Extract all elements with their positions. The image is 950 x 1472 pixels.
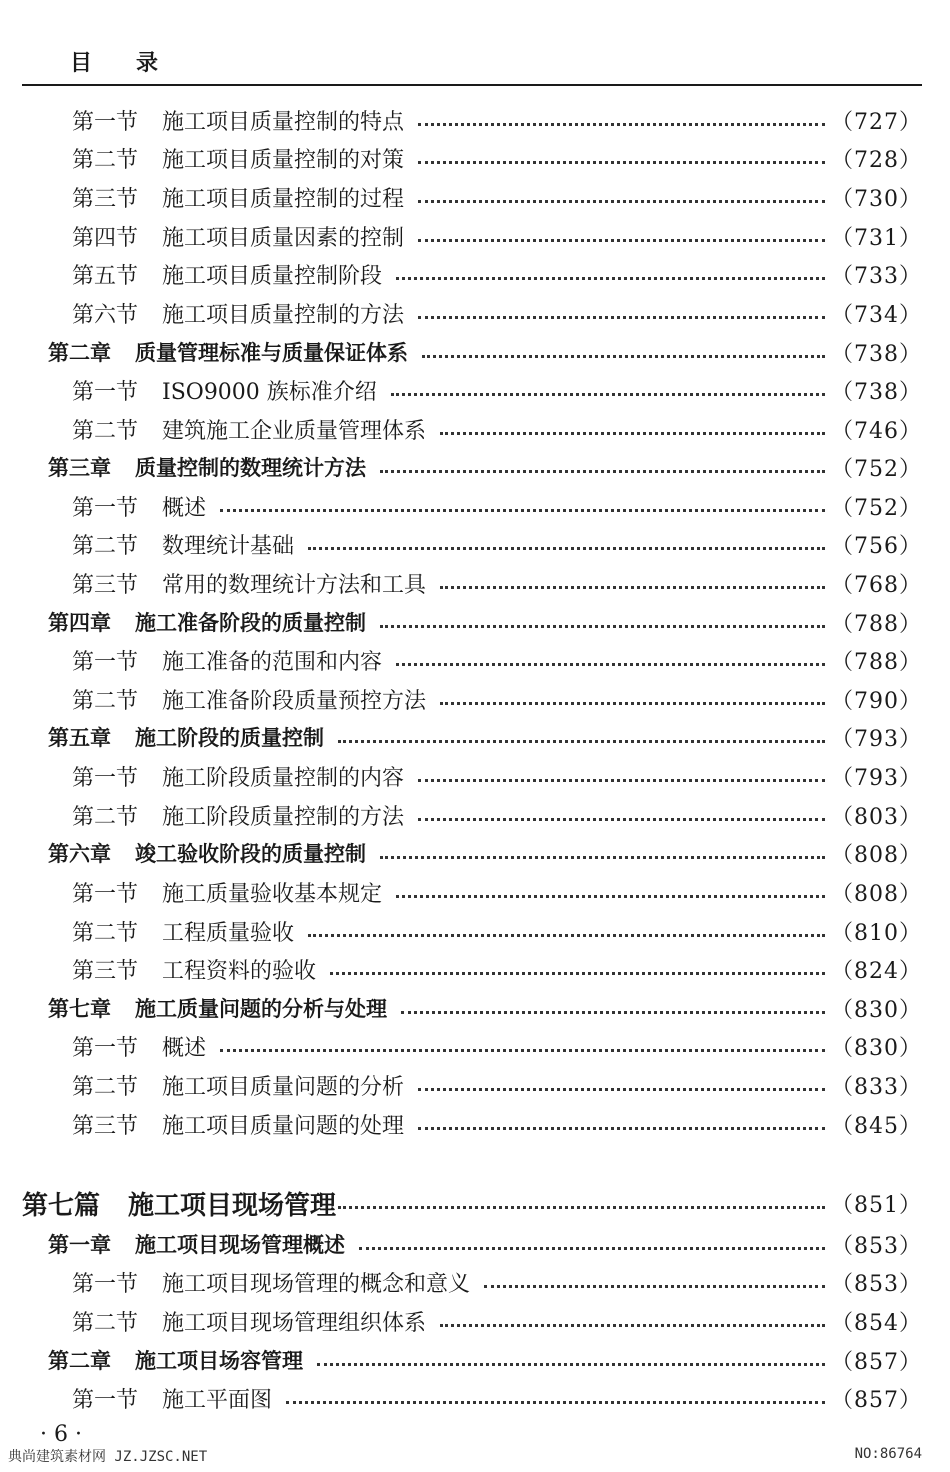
- toc-entry-number: 第二节: [72, 418, 139, 444]
- dot-leader: [359, 1246, 825, 1250]
- toc-entry-title: 工程质量验收: [162, 920, 295, 946]
- dot-leader: [418, 160, 825, 164]
- toc-entry-title: 质量控制的数理统计方法: [135, 456, 366, 480]
- toc-entry-page: （824）: [831, 958, 922, 984]
- dot-leader: [308, 546, 825, 550]
- toc-entry-title: 施工项目质量问题的分析: [162, 1074, 405, 1100]
- dot-leader: [440, 1323, 825, 1327]
- toc-entry-title: 施工项目质量控制阶段: [162, 263, 383, 289]
- toc-entry-page: （830）: [831, 997, 922, 1023]
- toc-entry-heading: [48, 993, 387, 1023]
- dot-leader: [418, 238, 825, 242]
- toc-entry-chapter: [48, 990, 922, 1026]
- toc-entry-number: 第二章: [48, 341, 111, 365]
- toc-entry-section: [72, 681, 922, 717]
- dot-leader: [440, 701, 825, 705]
- toc-entry-number: 第三节: [72, 958, 139, 984]
- toc-entry-title: 数理统计基础: [162, 533, 295, 559]
- toc-entry-number: 第二章: [48, 1349, 111, 1373]
- toc-entry-section: [72, 1067, 922, 1103]
- dot-leader: [418, 778, 825, 782]
- toc-entry-heading: [72, 916, 294, 947]
- page-header: [22, 40, 922, 86]
- toc-entry-title: 施工项目质量问题的处理: [162, 1113, 405, 1139]
- toc-entry-number: 第三章: [48, 456, 111, 480]
- toc-entry-page: （788）: [831, 611, 922, 637]
- toc-entry-page: （851）: [831, 1192, 922, 1218]
- toc-entry-heading: [72, 491, 206, 522]
- toc-entry-heading: [48, 722, 324, 752]
- toc-entry-page: （853）: [831, 1271, 922, 1297]
- toc-entry-heading: [48, 1229, 345, 1259]
- toc-entry-section: [72, 411, 922, 447]
- toc-entry-chapter: [48, 835, 922, 871]
- dot-leader: [418, 122, 825, 126]
- toc-entry-title: 施工项目现场管理的概念和意义: [162, 1271, 471, 1297]
- toc-entry-page: （746）: [831, 418, 922, 444]
- toc-entry-number: 第二节: [72, 688, 139, 714]
- toc-entry-part: [22, 1185, 922, 1221]
- toc-entry-section: [72, 1028, 922, 1064]
- toc-entry-section: [72, 179, 922, 215]
- toc-entry-section: [72, 951, 922, 987]
- toc-entry-heading: [48, 838, 366, 868]
- toc-entry-section: [72, 526, 922, 562]
- toc-entry-page: （790）: [831, 688, 922, 714]
- toc-entry-heading: [72, 684, 426, 715]
- toc-entry-heading: [72, 221, 404, 252]
- toc-entry-page: （788）: [831, 649, 922, 675]
- toc-entry-title: 施工准备阶段质量预控方法: [162, 688, 427, 714]
- toc-entry-section: [72, 913, 922, 949]
- toc-entry-page: （727）: [831, 109, 922, 135]
- toc-entry-heading: [72, 954, 316, 985]
- toc-entry-number: 第一节: [72, 1387, 139, 1413]
- toc-entry-page: （808）: [831, 881, 922, 907]
- toc-entry-page: （731）: [831, 225, 922, 251]
- toc-entry-heading: [72, 105, 404, 136]
- toc-entry-number: 第五章: [48, 726, 111, 750]
- dot-leader: [380, 624, 825, 628]
- dot-leader: [338, 1205, 825, 1209]
- toc-entry-title: 施工阶段的质量控制: [135, 726, 324, 750]
- toc-entry-section: [72, 256, 922, 292]
- dot-leader: [418, 1126, 825, 1130]
- toc-entry-page: （730）: [831, 186, 922, 212]
- toc-entry-section: [72, 218, 922, 254]
- toc-entry-heading: [72, 1109, 404, 1140]
- toc-entry-number: 第七章: [48, 997, 111, 1021]
- toc-entry-page: （808）: [831, 842, 922, 868]
- toc-entry-heading: [72, 761, 404, 792]
- dot-leader: [338, 739, 825, 743]
- dot-leader: [418, 315, 825, 319]
- dot-leader: [396, 276, 825, 280]
- toc-entry-title: 建筑施工企业质量管理体系: [162, 418, 427, 444]
- toc-entry-title: 施工质量验收基本规定: [162, 881, 383, 907]
- toc-entry-page: （857）: [831, 1349, 922, 1375]
- dot-leader: [418, 817, 825, 821]
- toc-entry-title: 施工阶段质量控制的方法: [162, 804, 405, 830]
- toc-entry-number: 第二节: [72, 1074, 139, 1100]
- toc-entry-number: 第一节: [72, 379, 139, 405]
- toc-entry-section: [72, 565, 922, 601]
- toc-entry-section: [72, 102, 922, 138]
- dot-leader: [440, 431, 825, 435]
- toc-entry-heading: [72, 800, 404, 831]
- toc-entry-section: [72, 758, 922, 794]
- toc-entry-page: （845）: [831, 1113, 922, 1139]
- toc-entry-number: 第六节: [72, 302, 139, 328]
- toc-entry-title: 施工项目场容管理: [135, 1349, 303, 1373]
- toc-entry-number: 第一节: [72, 765, 139, 791]
- toc-entry-number: 第二节: [72, 920, 139, 946]
- toc-entry-heading: [72, 1267, 470, 1298]
- toc-entry-page: （733）: [831, 263, 922, 289]
- toc-entry-number: 第六章: [48, 842, 111, 866]
- toc-entry-title: ISO9000 族标准介绍: [162, 379, 377, 405]
- toc-entry-heading: [48, 337, 408, 367]
- toc-entry-section: [72, 1303, 922, 1339]
- toc-entry-heading: [48, 1345, 303, 1375]
- toc-entry-heading: [72, 1306, 426, 1337]
- toc-entry-heading: [72, 298, 404, 329]
- toc-entry-chapter: [48, 1342, 922, 1378]
- toc-entry-page: （853）: [831, 1233, 922, 1259]
- toc-entry-section: [72, 140, 922, 176]
- toc-entry-chapter: [48, 449, 922, 485]
- dot-leader: [308, 933, 825, 937]
- toc-entry-section: [72, 488, 922, 524]
- dot-leader: [418, 199, 825, 203]
- toc-entry-title: 施工项目质量控制的特点: [162, 109, 405, 135]
- toc-entry-number: 第四节: [72, 225, 139, 251]
- toc-entry-number: 第三节: [72, 1113, 139, 1139]
- toc-entry-heading: [72, 1031, 206, 1062]
- toc-entry-section: [72, 642, 922, 678]
- toc-entry-section: [72, 797, 922, 833]
- toc-entry-page: （793）: [831, 765, 922, 791]
- toc-entry-number: 第三节: [72, 572, 139, 598]
- toc-entry-heading: [48, 452, 366, 482]
- toc-entry-page: （728）: [831, 147, 922, 173]
- toc-entry-number: 第二节: [72, 804, 139, 830]
- toc-entry-title: 工程资料的验收: [162, 958, 317, 984]
- toc-entry-number: 第一节: [72, 1271, 139, 1297]
- dot-leader: [440, 585, 825, 589]
- toc-entry-title: 施工阶段质量控制的内容: [162, 765, 405, 791]
- toc-entry-title: 施工项目质量控制的对策: [162, 147, 405, 173]
- toc-entry-section: [72, 1380, 922, 1416]
- toc-entry-page: （752）: [831, 456, 922, 482]
- toc-entry-title: 竣工验收阶段的质量控制: [135, 842, 366, 866]
- toc-entry-heading: [72, 877, 382, 908]
- toc-entry-title: 施工项目现场管理概述: [135, 1233, 345, 1257]
- toc-entry-chapter: [48, 604, 922, 640]
- toc-entry-section: [72, 372, 922, 408]
- toc-entry-number: 第三节: [72, 186, 139, 212]
- toc-entry-section: [72, 874, 922, 910]
- toc-entry-page: （833）: [831, 1074, 922, 1100]
- dot-leader: [380, 855, 825, 859]
- toc-entry-number: 第一节: [72, 495, 139, 521]
- toc-entry-title: 施工平面图: [162, 1387, 273, 1413]
- watermark-site: 典尚建筑素材网 JZ.JZSC.NET: [8, 1449, 208, 1465]
- toc-entry-heading: [72, 414, 426, 445]
- toc-entry-heading: [22, 1185, 336, 1222]
- toc-entry-number: 第一节: [72, 1035, 139, 1061]
- toc-entry-page: （857）: [831, 1387, 922, 1413]
- dot-leader: [220, 1048, 825, 1052]
- dot-leader: [317, 1362, 825, 1366]
- toc-entry-number: 第一节: [72, 881, 139, 907]
- dot-leader: [330, 971, 825, 975]
- toc-entry-heading: [72, 1383, 272, 1414]
- dot-leader: [220, 508, 825, 512]
- toc-entry-heading: [72, 182, 404, 213]
- toc-entry-page: （810）: [831, 920, 922, 946]
- toc-entry-page: （734）: [831, 302, 922, 328]
- toc-entry-section: [72, 1264, 922, 1300]
- toc-entry-number: 第一章: [48, 1233, 111, 1257]
- toc-entry-page: （752）: [831, 495, 922, 521]
- toc-entry-number: 第四章: [48, 611, 111, 635]
- toc-entry-heading: [72, 529, 294, 560]
- page-number: · 6 ·: [40, 1422, 82, 1447]
- toc-entry-heading: [72, 143, 404, 174]
- dot-leader: [401, 1010, 825, 1014]
- toc-entry-title: 施工项目现场管理: [128, 1190, 337, 1221]
- toc-entry-title: 施工准备阶段的质量控制: [135, 611, 366, 635]
- toc-entry-number: 第一节: [72, 649, 139, 675]
- toc-entry-title: 概述: [162, 495, 207, 521]
- toc-entry-page: （830）: [831, 1035, 922, 1061]
- toc-entry-title: 概述: [162, 1035, 207, 1061]
- dot-leader: [418, 1087, 825, 1091]
- toc-entry-title: 施工准备的范围和内容: [162, 649, 383, 675]
- toc-entry-page: （793）: [831, 726, 922, 752]
- toc-entry-heading: [72, 259, 382, 290]
- toc-entry-chapter: [48, 334, 922, 370]
- toc-entry-section: [72, 295, 922, 331]
- toc-entry-title: 施工项目质量因素的控制: [162, 225, 405, 251]
- toc-entry-page: （738）: [831, 341, 922, 367]
- toc-entry-page: （803）: [831, 804, 922, 830]
- dot-leader: [391, 392, 825, 396]
- toc-entry-heading: [72, 375, 377, 406]
- toc-entry-title: 质量管理标准与质量保证体系: [135, 341, 408, 365]
- toc-entry-page: （738）: [831, 379, 922, 405]
- toc-entry-title: 施工项目现场管理组织体系: [162, 1310, 427, 1336]
- toc-entry-number: 第七篇: [22, 1190, 101, 1221]
- page-title: 目录: [70, 51, 203, 76]
- toc-entry-number: 第二节: [72, 533, 139, 559]
- toc-entry-title: 施工项目质量控制的方法: [162, 302, 405, 328]
- toc-entry-heading: [48, 607, 366, 637]
- dot-leader: [396, 662, 825, 666]
- toc-entry-title: 常用的数理统计方法和工具: [162, 572, 427, 598]
- toc-entry-title: 施工质量问题的分析与处理: [135, 997, 387, 1021]
- dot-leader: [380, 469, 825, 473]
- toc-entry-section: [72, 1106, 922, 1142]
- toc-entry-heading: [72, 1070, 404, 1101]
- toc-entry-heading: [72, 568, 426, 599]
- dot-leader: [396, 894, 825, 898]
- dot-leader: [286, 1400, 825, 1404]
- toc-entry-number: 第二节: [72, 1310, 139, 1336]
- toc-entry-title: 施工项目质量控制的过程: [162, 186, 405, 212]
- toc-entry-number: 第二节: [72, 147, 139, 173]
- toc-entry-number: 第五节: [72, 263, 139, 289]
- toc-entry-page: （756）: [831, 533, 922, 559]
- dot-leader: [422, 354, 825, 358]
- watermark-id: NO:86764: [854, 1446, 922, 1462]
- toc-entry-page: （768）: [831, 572, 922, 598]
- dot-leader: [484, 1284, 825, 1288]
- toc-entry-number: 第一节: [72, 109, 139, 135]
- toc-entry-page: （854）: [831, 1310, 922, 1336]
- toc-entry-chapter: [48, 1226, 922, 1262]
- toc-entry-chapter: [48, 719, 922, 755]
- toc-entry-heading: [72, 645, 382, 676]
